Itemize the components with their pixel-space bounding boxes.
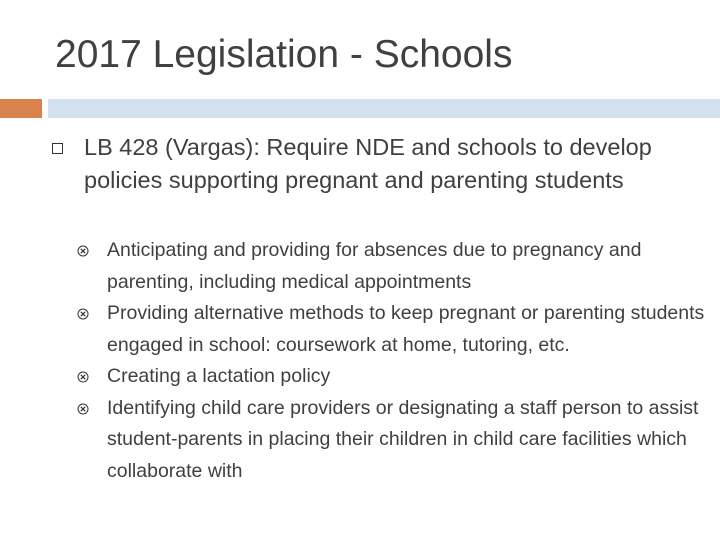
sub-point	[107, 393, 707, 488]
slide-title: 2017 Legislation - Schools	[55, 33, 513, 76]
sub-point-text: Anticipating and providing for absences due to pregnancy and parenting, including medical appointments	[107, 239, 642, 293]
square-bullet-icon	[52, 143, 63, 154]
circle-x-bullet-icon	[77, 371, 89, 383]
accent-bar-orange	[0, 99, 42, 118]
sub-point-list	[107, 235, 707, 487]
sub-point	[107, 298, 707, 361]
sub-point-text: Creating a lactation policy	[107, 365, 331, 387]
main-point-text: LB 428 (Vargas): Require NDE and schools to develop policies supporting pregnant and parenting students	[84, 134, 652, 193]
circle-x-bullet-icon	[77, 308, 89, 320]
sub-point-text: Providing alternative methods to keep pregnant or parenting students engaged in school: coursework at home, tutoring, etc.	[107, 302, 705, 356]
sub-point	[107, 235, 707, 298]
circle-x-bullet-icon	[77, 245, 89, 257]
circle-x-bullet-icon	[77, 403, 89, 415]
accent-bar-blue	[48, 99, 720, 118]
sub-point	[107, 361, 707, 393]
sub-point-text: Identifying child care providers or designating a staff person to assist student-parents in placing their children in child care facilities which collaborate with	[107, 396, 699, 482]
